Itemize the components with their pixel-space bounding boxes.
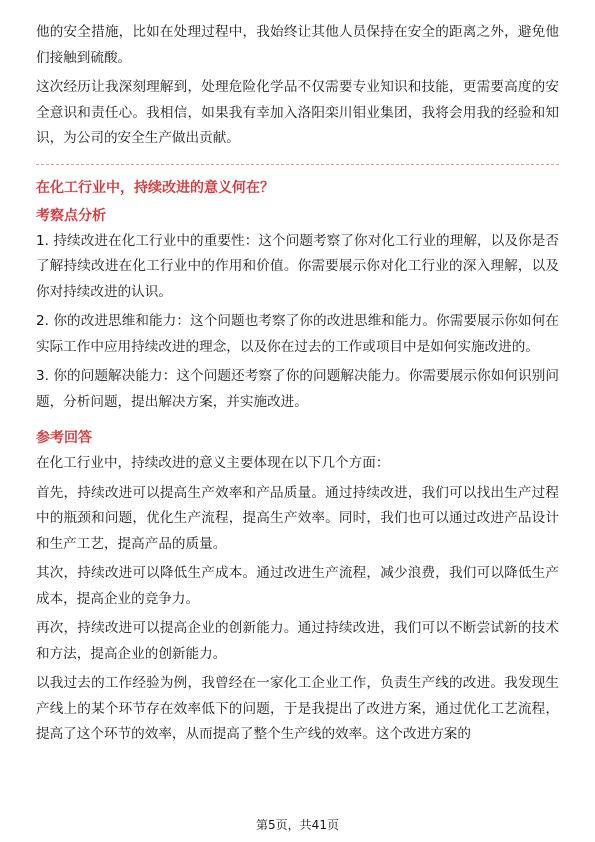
section-divider (36, 164, 559, 165)
answer-paragraph-1: 在化工行业中，持续改进的意义主要体现在以下几个方面： (36, 455, 390, 471)
analysis-item-2: 2. 你的改进思维和能力：这个问题也考察了你的改进思维和能力。你需要展示你如何在实际工作中应用持续改进的理念，以及你在过去的工作或项目中是如何实施改进的。 (36, 313, 559, 355)
answer-paragraph-4: 再次，持续改进可以提高企业的创新能力。通过持续改进，我们可以不断尝试新的技术和方法，提高企业的创新能力。 (36, 620, 559, 662)
answer-paragraph-3: 其次，持续改进可以降低生产成本。通过改进生产流程，减少浪费，我们可以降低生产成本，提高企业的竞争力。 (36, 565, 559, 607)
analysis-item-1: 1. 持续改进在化工行业中的重要性：这个问题考察了你对化工行业的理解，以及你是否了解持续改进在化工行业中的作用和价值。你需要展示你对化工行业的深入理解，以及你对持续改进的认识。 (36, 232, 559, 300)
intro-paragraph-1: 他的安全措施，比如在处理过程中，我始终让其他人员保持在安全的距离之外，避免他们接触到硫酸。 (36, 24, 559, 66)
page-content (36, 20, 559, 752)
page-number: 第5页，共41页 (256, 818, 339, 832)
intro-paragraph-2: 这次经历让我深刻理解到，处理危险化学品不仅需要专业知识和技能，更需要高度的安全意识和责任心。我相信，如果我有幸加入洛阳栾川钼业集团，我将会用我的经验和知识，为公司的安全生产做出贡献。 (36, 79, 559, 146)
analysis-heading: 考察点分析 (36, 207, 106, 224)
answer-paragraph-2: 首先，持续改进可以提高生产效率和产品质量。通过持续改进，我们可以找出生产过程中的瓶颈和问题，优化生产流程，提高生产效率。同时，我们也可以通过改进产品设计和生产工艺，提高产品的质量。 (36, 484, 559, 552)
answer-heading: 参考回答 (36, 430, 92, 446)
answer-paragraph-5: 以我过去的工作经验为例，我曾经在一家化工企业工作，负责生产线的改进。我发现生产线上的某个环节存在效率低下的问题，于是我提出了改进方案，通过优化工艺流程，提高了这个环节的效率，从而提高了整个生产线的效率。这个改进方案的 (36, 675, 559, 742)
question-title: 在化工行业中，持续改进的意义何在？ (36, 179, 274, 196)
analysis-item-3: 3. 你的问题解决能力：这个问题还考察了你的问题解决能力。你需要展示你如何识别问题，分析问题，提出解决方案，并实施改进。 (36, 368, 559, 410)
